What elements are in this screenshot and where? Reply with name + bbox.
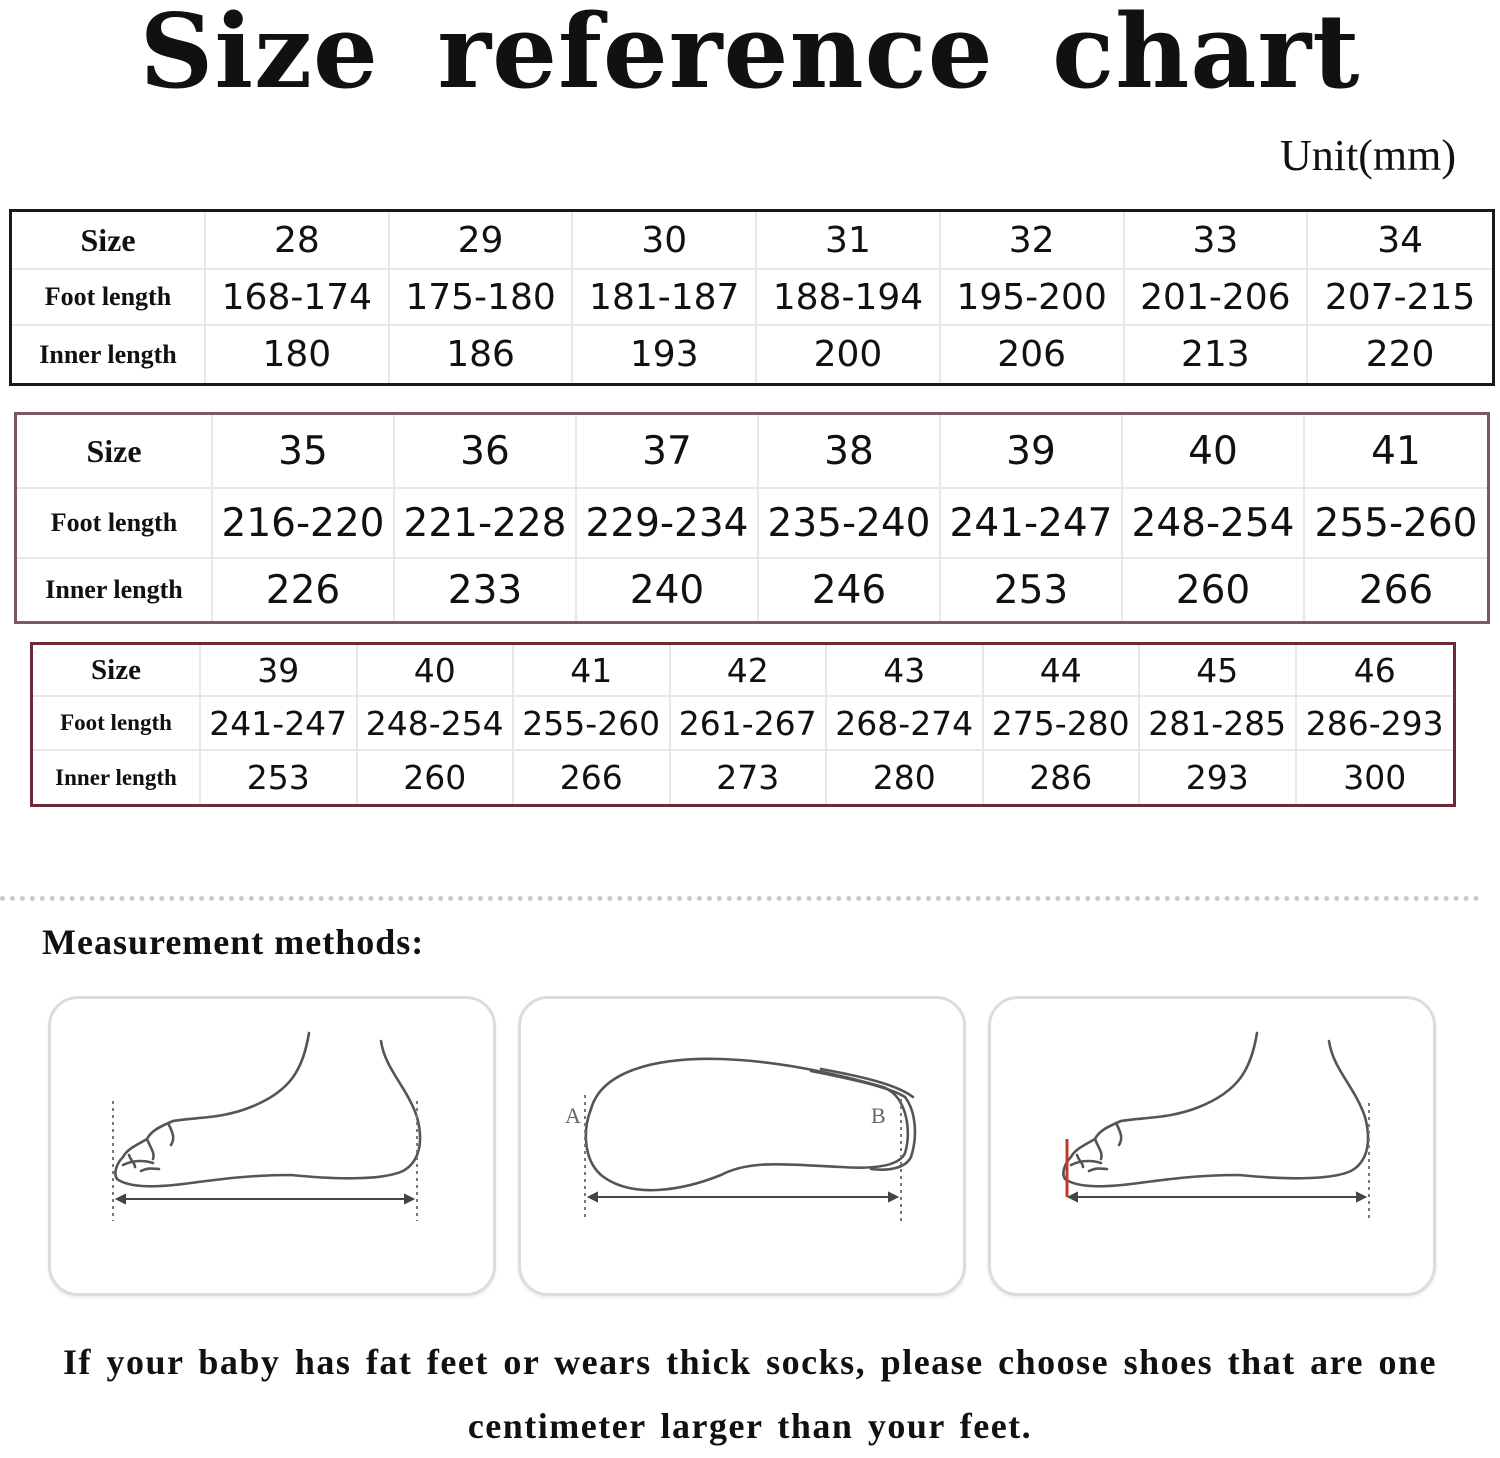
inner-length-cell: 233 xyxy=(395,559,577,621)
size-cell: 33 xyxy=(1125,212,1309,270)
inner-length-cell: 226 xyxy=(213,559,395,621)
inner-length-cell: 293 xyxy=(1140,751,1297,804)
foot-length-cell: 261-267 xyxy=(671,697,828,751)
inner-length-cell: 260 xyxy=(1123,559,1305,621)
foot-length-cell: 275-280 xyxy=(984,697,1141,751)
inner-length-cell: 260 xyxy=(358,751,515,804)
foot-length-cell: 268-274 xyxy=(827,697,984,751)
size-cell: 44 xyxy=(984,645,1141,697)
inner-length-cell: 246 xyxy=(759,559,941,621)
size-cell: 39 xyxy=(201,645,358,697)
table-row-foot-length xyxy=(12,270,1492,326)
row-label-foot-length: Foot length xyxy=(33,697,201,751)
table-row-size xyxy=(12,212,1492,270)
foot-length-cell: 241-247 xyxy=(201,697,358,751)
inner-length-cell: 193 xyxy=(573,326,757,383)
foot-length-cell: 286-293 xyxy=(1297,697,1454,751)
sizing-note xyxy=(0,1330,1500,1458)
size-cell: 46 xyxy=(1297,645,1454,697)
table-row-size xyxy=(17,415,1487,489)
foot-length-cell: 255-260 xyxy=(1305,489,1487,559)
measure-panel-foot-length xyxy=(48,996,496,1296)
row-label-size: Size xyxy=(12,212,206,270)
row-label-inner-length: Inner length xyxy=(12,326,206,383)
inner-length-cell: 300 xyxy=(1343,758,1407,797)
row-label-size: Size xyxy=(17,415,213,489)
table-row-foot-length xyxy=(17,489,1487,559)
size-cell: 31 xyxy=(757,212,941,270)
size-cell: 30 xyxy=(573,212,757,270)
foot-length-cell: 168-174 xyxy=(206,270,390,326)
row-label-foot-length: Foot length xyxy=(17,489,213,559)
size-cell: 34 xyxy=(1308,212,1492,270)
size-cell: 41 xyxy=(1305,415,1487,489)
foot-length-cell: 248-254 xyxy=(358,697,515,751)
foot-length-cell: 235-240 xyxy=(759,489,941,559)
size-cell: 32 xyxy=(941,212,1125,270)
inner-length-cell: 220 xyxy=(1365,334,1435,375)
size-table-1 xyxy=(9,209,1495,386)
size-cell: 28 xyxy=(206,212,390,270)
inner-length-cell: 186 xyxy=(390,326,574,383)
dotted-divider xyxy=(0,896,1480,901)
size-cell: 38 xyxy=(759,415,941,489)
size-cell: 36 xyxy=(395,415,577,489)
foot-length-cell: 241-247 xyxy=(941,489,1123,559)
size-table-2 xyxy=(14,412,1490,624)
point-a-label: A xyxy=(565,1103,581,1128)
foot-length-cell: 181-187 xyxy=(573,270,757,326)
measure-panel-foot-with-margin xyxy=(988,996,1436,1296)
foot-length-cell: 255-260 xyxy=(514,697,671,751)
foot-length-cell: 195-200 xyxy=(941,270,1125,326)
size-cell: 37 xyxy=(577,415,759,489)
table-row-foot-length xyxy=(33,697,1453,751)
foot-length-cell: 221-228 xyxy=(395,489,577,559)
size-cell: 40 xyxy=(1123,415,1305,489)
inner-length-cell: 280 xyxy=(827,751,984,804)
inner-length-cell: 180 xyxy=(206,326,390,383)
size-cell: 45 xyxy=(1140,645,1297,697)
foot-length-cell: 207-215 xyxy=(1308,270,1492,326)
measurement-heading: Measurement methods: xyxy=(42,922,425,962)
table-row-inner-length xyxy=(12,326,1492,383)
size-cell: 41 xyxy=(514,645,671,697)
inner-length-cell: 266 xyxy=(1358,567,1434,613)
foot-side-icon xyxy=(51,999,493,1293)
inner-length-cell: 213 xyxy=(1125,326,1309,383)
measure-panel-inner-length xyxy=(518,996,966,1296)
row-label-foot-length: Foot length xyxy=(12,270,206,326)
inner-length-cell: 206 xyxy=(941,326,1125,383)
table-row-size xyxy=(33,645,1453,697)
unit-label: Unit(mm) xyxy=(1280,131,1456,180)
point-b-label: B xyxy=(871,1103,886,1128)
foot-length-cell: 248-254 xyxy=(1123,489,1305,559)
inner-length-cell: 253 xyxy=(941,559,1123,621)
page-title: Size reference chart xyxy=(139,0,1361,112)
foot-length-cell: 229-234 xyxy=(577,489,759,559)
note-line-1: If your baby has fat feet or wears thick socks, please choose shoes that are one xyxy=(63,1342,1437,1382)
size-cell: 40 xyxy=(358,645,515,697)
foot-length-cell: 188-194 xyxy=(757,270,941,326)
size-table-3 xyxy=(30,642,1456,807)
note-line-2: centimeter larger than your feet. xyxy=(467,1406,1033,1446)
inner-length-cell: 286 xyxy=(984,751,1141,804)
size-cell: 39 xyxy=(941,415,1123,489)
size-cell: 42 xyxy=(671,645,828,697)
row-label-inner-length: Inner length xyxy=(17,559,213,621)
inner-length-cell: 253 xyxy=(201,751,358,804)
row-label-size: Size xyxy=(33,645,201,697)
size-cell: 43 xyxy=(827,645,984,697)
row-label-inner-length: Inner length xyxy=(33,751,201,804)
foot-length-cell: 201-206 xyxy=(1125,270,1309,326)
size-cell: 29 xyxy=(390,212,574,270)
foot-length-cell: 216-220 xyxy=(213,489,395,559)
foot-length-cell: 281-285 xyxy=(1140,697,1297,751)
inner-length-cell: 200 xyxy=(757,326,941,383)
table-row-inner-length xyxy=(33,751,1453,804)
insole-icon xyxy=(521,999,963,1293)
inner-length-cell: 266 xyxy=(514,751,671,804)
foot-length-cell: 175-180 xyxy=(390,270,574,326)
foot-side-marked-icon xyxy=(991,999,1433,1293)
size-cell: 35 xyxy=(213,415,395,489)
table-row-inner-length xyxy=(17,559,1487,621)
inner-length-cell: 273 xyxy=(671,751,828,804)
inner-length-cell: 240 xyxy=(577,559,759,621)
